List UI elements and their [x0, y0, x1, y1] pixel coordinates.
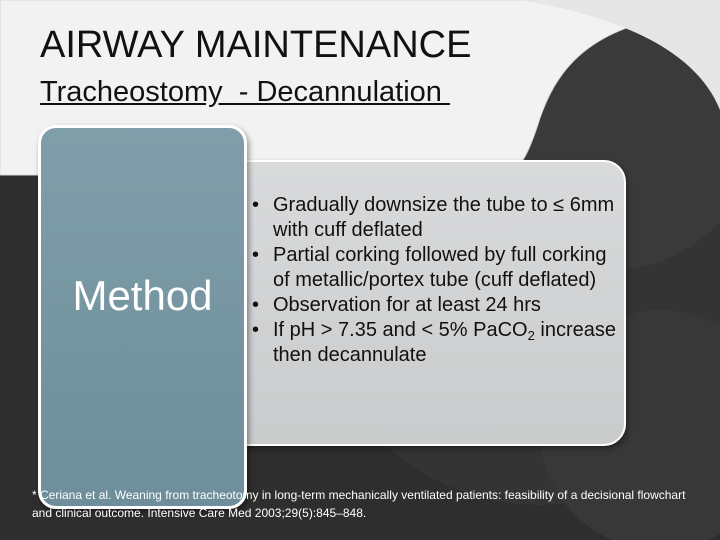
slide-subtitle: Tracheostomy - Decannulation [40, 76, 450, 108]
bullet-text: Gradually downsize the tube to ≤ 6mm with cuff deflated [273, 194, 615, 241]
bullet-item [252, 318, 624, 368]
bullet-text-before-sub: If pH > 7.35 and < 5% PaCO [273, 319, 528, 341]
subscript-2: 2 [527, 328, 535, 343]
bullet-marker: • [252, 194, 260, 216]
slide-title: AIRWAY MAINTENANCE [40, 24, 472, 66]
bullet-list [252, 193, 624, 368]
bullet-item [252, 193, 624, 243]
citation-footnote: * Ceriana et al. Weaning from tracheotomy in long-term mechanically ventilated patients: feasibility of a decisional flowchart and clinical outcome. Intensive Care Med 2003;29(5):845–848. [32, 488, 686, 520]
bullet-text-after-sub: increase then decannulate [273, 319, 616, 366]
bullet-text: Partial corking followed by full corking of metallic/portex tube (cuff deflated) [273, 244, 607, 291]
bullet-marker: • [252, 294, 260, 316]
bullet-marker: • [252, 244, 260, 266]
bullet-marker: • [252, 319, 260, 341]
method-label: Method [72, 272, 213, 319]
bullet-text: Observation for at least 24 hrs [273, 294, 541, 316]
bullet-item [252, 243, 624, 293]
bullet-item [252, 293, 624, 318]
